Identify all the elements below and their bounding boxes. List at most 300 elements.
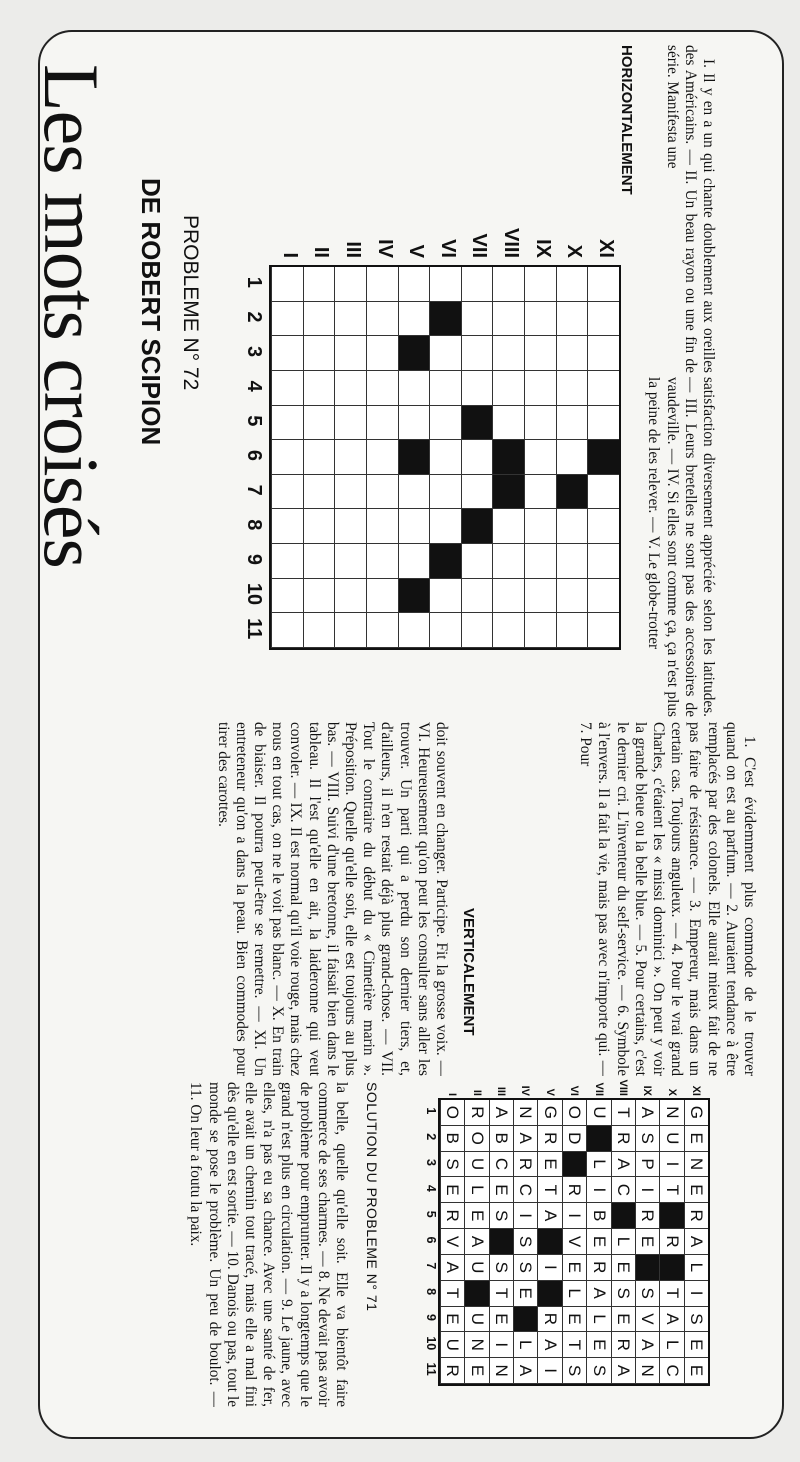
solution-letter: A xyxy=(611,1358,635,1384)
column-number: 2 xyxy=(243,311,265,323)
white-square xyxy=(524,440,556,475)
solution-letter: E xyxy=(440,1307,464,1333)
solution-letter: E xyxy=(684,1358,708,1384)
white-square xyxy=(492,613,524,648)
white-square xyxy=(556,579,588,614)
white-square xyxy=(556,440,588,475)
black-square xyxy=(429,302,461,337)
white-square xyxy=(492,336,524,371)
solution-letter: R xyxy=(562,1177,586,1203)
white-square xyxy=(366,475,398,510)
solution-letter: S xyxy=(635,1281,659,1307)
row-numeral: VI xyxy=(436,239,459,258)
white-square xyxy=(429,336,461,371)
solution-letter: V xyxy=(635,1307,659,1333)
white-square xyxy=(334,509,366,544)
solution-letter: A xyxy=(537,1332,561,1358)
solution-letter: A xyxy=(659,1307,683,1333)
row-numeral: V xyxy=(405,244,428,258)
solution-letter: E xyxy=(464,1203,488,1229)
black-square xyxy=(492,475,524,510)
white-square xyxy=(271,406,303,441)
problem-number: PROBLEME N° 72 xyxy=(179,215,202,391)
solution-black-square xyxy=(537,1229,561,1255)
solution-black-square xyxy=(635,1255,659,1281)
black-square xyxy=(398,336,430,371)
solution-letter: V xyxy=(440,1229,464,1255)
white-square xyxy=(524,475,556,510)
solution-letter: T xyxy=(489,1281,513,1307)
column-number: 5 xyxy=(243,415,265,427)
white-square xyxy=(334,579,366,614)
white-square xyxy=(366,302,398,337)
solution-letter: I xyxy=(684,1281,708,1307)
white-square xyxy=(271,336,303,371)
solution-column-number: 4 xyxy=(424,1184,438,1192)
solution-letter: A xyxy=(440,1255,464,1281)
white-square xyxy=(492,406,524,441)
white-square xyxy=(303,302,335,337)
row-numeral: IX xyxy=(531,239,554,258)
white-square xyxy=(334,475,366,510)
white-square xyxy=(429,371,461,406)
solution-letter: I xyxy=(537,1255,561,1281)
solution-letter: L xyxy=(586,1152,610,1178)
solution-letter: R xyxy=(635,1203,659,1229)
solution-letter: C xyxy=(489,1152,513,1178)
solution-letter: C xyxy=(659,1358,683,1384)
white-square xyxy=(461,371,493,406)
solution-black-square xyxy=(489,1229,513,1255)
white-square xyxy=(524,302,556,337)
solution-column-number: 9 xyxy=(424,1313,438,1321)
solution-letter: I xyxy=(489,1332,513,1358)
vertical-clues-col1 xyxy=(482,722,758,1076)
white-square xyxy=(587,267,619,302)
grid-row-numerals xyxy=(269,210,621,262)
solution-letter: N xyxy=(635,1358,659,1384)
row-numeral: IV xyxy=(373,239,396,258)
white-square xyxy=(303,267,335,302)
solution-letter: I xyxy=(537,1358,561,1384)
solution-letter: E xyxy=(537,1152,561,1178)
solution-column-numbers xyxy=(418,1098,438,1388)
solution-letter: S xyxy=(489,1255,513,1281)
row-numeral: XI xyxy=(595,239,617,258)
white-square xyxy=(429,613,461,648)
white-square xyxy=(334,336,366,371)
solution-letter: B xyxy=(586,1203,610,1229)
white-square xyxy=(461,475,493,510)
solution-letter: T xyxy=(659,1281,683,1307)
black-square xyxy=(429,544,461,579)
white-square xyxy=(587,406,619,441)
white-square xyxy=(303,509,335,544)
article-title: Les mots croisés xyxy=(28,64,115,568)
solution-column-number: 2 xyxy=(424,1133,438,1141)
solution-letter: I xyxy=(635,1177,659,1203)
solution-letter: L xyxy=(659,1332,683,1358)
white-square xyxy=(398,371,430,406)
white-square xyxy=(366,544,398,579)
white-square xyxy=(556,613,588,648)
column-number: 1 xyxy=(243,276,265,288)
row-numeral: X xyxy=(563,244,586,258)
black-square xyxy=(398,579,430,614)
white-square xyxy=(429,406,461,441)
white-square xyxy=(303,406,335,441)
solution-letter: B xyxy=(489,1126,513,1152)
white-square xyxy=(271,267,303,302)
solution-row-numeral: II xyxy=(470,1089,483,1096)
solution-letter: N xyxy=(489,1358,513,1384)
white-square xyxy=(492,544,524,579)
white-square xyxy=(556,371,588,406)
solution-letter: R xyxy=(586,1255,610,1281)
solution-letter: O xyxy=(464,1126,488,1152)
white-square xyxy=(587,371,619,406)
solution-letter: R xyxy=(464,1100,488,1126)
solution-letter: S xyxy=(586,1358,610,1384)
solution-letter: E xyxy=(684,1332,708,1358)
column-number: 6 xyxy=(243,449,265,462)
white-square xyxy=(271,613,303,648)
white-square xyxy=(398,406,430,441)
solution-letter: G xyxy=(537,1100,561,1126)
white-square xyxy=(303,336,335,371)
solution-letter: A xyxy=(684,1229,708,1255)
solution-row-numeral: X xyxy=(665,1088,678,1096)
white-square xyxy=(334,302,366,337)
solution-letter: C xyxy=(611,1177,635,1203)
white-square xyxy=(524,579,556,614)
solution-letter: R xyxy=(611,1126,635,1152)
white-square xyxy=(461,544,493,579)
solution-row-numeral: VIII xyxy=(616,1079,629,1096)
white-square xyxy=(366,509,398,544)
solution-letter: U xyxy=(464,1152,488,1178)
white-square xyxy=(303,371,335,406)
vertical-clues-col2 xyxy=(100,1082,350,1407)
solution-letter: I xyxy=(513,1203,537,1229)
solution-letter: G xyxy=(684,1100,708,1126)
solution-letter: E xyxy=(586,1229,610,1255)
solution-letter: T xyxy=(562,1332,586,1358)
white-square xyxy=(334,544,366,579)
solution-letter: A xyxy=(611,1152,635,1178)
white-square xyxy=(556,336,588,371)
horizontal-clues-text-1: I. Il y en a un qui chante doublement aux oreilles des Américains. — II. Un beau rayon ou une fin de série. Manifesta une xyxy=(663,45,717,373)
solution-column-number: 11 xyxy=(424,1362,438,1376)
white-square xyxy=(461,613,493,648)
crossword-grid xyxy=(269,265,621,650)
white-square xyxy=(556,406,588,441)
solution-letter: L xyxy=(684,1255,708,1281)
solution-row-numeral: XI xyxy=(690,1085,702,1096)
white-square xyxy=(524,336,556,371)
white-square xyxy=(492,579,524,614)
white-square xyxy=(271,544,303,579)
solution-letter: E xyxy=(562,1255,586,1281)
solution-letter: T xyxy=(440,1281,464,1307)
white-square xyxy=(334,613,366,648)
white-square xyxy=(366,371,398,406)
solution-row-numeral: V xyxy=(543,1088,556,1096)
solution-row-numeral: IX xyxy=(641,1085,654,1096)
solution-letter: S xyxy=(513,1229,537,1255)
horizontal-clues-text-3: doit souvent en changer. Participe. Fit la grosse voix. — VI. Heureusement qu'on peut les consulter sans aller les trouver. Un parti qui a perdu son dernier tiers, et, d'ailleurs, il n'en restait déjà plus grand-chose. — VII. Tout le contraire du début du « Cimetière marin ». Préposition. Quelle qu'elle soit, elle est toujours au plus bas. — VIII. Suivi d'une bretonne, il faisait bien dans le tableau. Il l'est qu'elle en ait, la laideronne qui veut convoler. — IX. Il est normal qu'il voie rouge, mais chez nous en tout cas, on ne le voit pas blanc. — X. En train de biaiser. Il pourra peut-être se remettre. — XI. Un entreteneur qu'on a dans la peau. Bien commodes pour tirer des carottes. xyxy=(214,722,450,1076)
white-square xyxy=(587,475,619,510)
solution-letter: N xyxy=(513,1100,537,1126)
solution-letter: L xyxy=(513,1332,537,1358)
column-number: 11 xyxy=(243,618,265,640)
white-square xyxy=(366,579,398,614)
solution-letter: B xyxy=(440,1126,464,1152)
solution-letter: E xyxy=(489,1307,513,1333)
white-square xyxy=(398,613,430,648)
solution-column-number: 6 xyxy=(424,1236,438,1244)
white-square xyxy=(587,579,619,614)
solution-letter: E xyxy=(611,1255,635,1281)
solution-row-numeral: IV xyxy=(519,1085,532,1096)
solution-heading: SOLUTION DU PROBLEME N° 71 xyxy=(364,1082,380,1312)
solution-letter: N xyxy=(659,1100,683,1126)
white-square xyxy=(366,613,398,648)
solution-letter: E xyxy=(684,1177,708,1203)
solution-letter: E xyxy=(562,1307,586,1333)
white-square xyxy=(429,509,461,544)
solution-black-square xyxy=(659,1203,683,1229)
solution-black-square xyxy=(659,1255,683,1281)
horizontal-clues-col3 xyxy=(102,722,450,1076)
solution-letter: U xyxy=(464,1307,488,1333)
white-square xyxy=(366,336,398,371)
black-square xyxy=(556,475,588,510)
white-square xyxy=(303,440,335,475)
solution-letter: A xyxy=(586,1281,610,1307)
solution-letter: A xyxy=(635,1332,659,1358)
white-square xyxy=(524,544,556,579)
white-square xyxy=(461,336,493,371)
solution-letter: T xyxy=(537,1177,561,1203)
solution-column-number: 5 xyxy=(424,1210,438,1218)
solution-letter: A xyxy=(489,1100,513,1126)
white-square xyxy=(524,509,556,544)
solution-letter: E xyxy=(611,1307,635,1333)
white-square xyxy=(587,509,619,544)
horizontal-clues-col2 xyxy=(641,377,717,717)
solution-letter: N xyxy=(684,1152,708,1178)
solution-letter: D xyxy=(562,1126,586,1152)
white-square xyxy=(334,406,366,441)
solution-letter: E xyxy=(489,1177,513,1203)
white-square xyxy=(398,267,430,302)
column-number: 7 xyxy=(243,484,265,496)
white-square xyxy=(366,440,398,475)
solution-letter: S xyxy=(635,1126,659,1152)
column-number: 4 xyxy=(243,380,265,392)
solution-black-square xyxy=(513,1307,537,1333)
solution-letter: R xyxy=(440,1358,464,1384)
white-square xyxy=(303,579,335,614)
white-square xyxy=(461,267,493,302)
white-square xyxy=(271,579,303,614)
solution-letter: I xyxy=(562,1203,586,1229)
white-square xyxy=(271,302,303,337)
white-square xyxy=(366,267,398,302)
solution-row-numerals xyxy=(440,1070,710,1098)
black-square xyxy=(398,440,430,475)
column-number: 9 xyxy=(243,553,265,565)
solution-letter: U xyxy=(659,1126,683,1152)
solution-letter: A xyxy=(635,1100,659,1126)
solution-letter: R xyxy=(440,1203,464,1229)
black-square xyxy=(587,440,619,475)
solution-letter: R xyxy=(537,1126,561,1152)
white-square xyxy=(398,544,430,579)
white-square xyxy=(524,613,556,648)
solution-black-square xyxy=(611,1203,635,1229)
solution-column-number: 3 xyxy=(424,1159,438,1166)
solution-letter: E xyxy=(684,1126,708,1152)
horizontal-heading: HORIZONTALEMENT xyxy=(618,45,635,195)
solution-letter: S xyxy=(513,1255,537,1281)
solution-letter: C xyxy=(513,1177,537,1203)
solution-letter: R xyxy=(659,1229,683,1255)
white-square xyxy=(461,440,493,475)
solution-letter: L xyxy=(464,1177,488,1203)
horizontal-clues-col1 xyxy=(641,45,717,373)
crossword-article xyxy=(28,30,780,1435)
white-square xyxy=(398,302,430,337)
solution-row-numeral: VII xyxy=(592,1082,605,1096)
solution-row-numeral: I xyxy=(446,1092,459,1096)
column-number: 10 xyxy=(243,582,265,606)
solution-letter: E xyxy=(464,1358,488,1384)
row-numeral: II xyxy=(310,246,333,258)
white-square xyxy=(429,267,461,302)
solution-column-number: 1 xyxy=(424,1107,438,1115)
white-square xyxy=(587,544,619,579)
solution-letter: O xyxy=(440,1100,464,1126)
solution-letter: R xyxy=(611,1332,635,1358)
white-square xyxy=(556,544,588,579)
solution-black-square xyxy=(586,1126,610,1152)
row-numeral: VIII xyxy=(500,227,523,258)
solution-column-number: 7 xyxy=(424,1262,438,1270)
solution-letter: I xyxy=(586,1177,610,1203)
solution-letter: U xyxy=(464,1255,488,1281)
horizontal-clues-text-2: satisfaction diversement appréciée selon les latitudes. — III. Leurs bretelles ne sont pas des accessoires de vaudeville. — IV. Si elles sont comme ça, ça n'est plus la peine de les relever. — V. Le globe-trotter xyxy=(645,377,717,717)
solution-letter: A xyxy=(537,1203,561,1229)
solution-letter: A xyxy=(464,1229,488,1255)
solution-grid xyxy=(438,1098,710,1386)
author-byline: DE ROBERT SCIPION xyxy=(136,178,166,446)
black-square xyxy=(492,440,524,475)
white-square xyxy=(398,509,430,544)
white-square xyxy=(271,371,303,406)
white-square xyxy=(461,579,493,614)
solution-letter: V xyxy=(562,1229,586,1255)
solution-letter: R xyxy=(684,1203,708,1229)
solution-letter: S xyxy=(440,1152,464,1178)
white-square xyxy=(492,509,524,544)
white-square xyxy=(524,371,556,406)
white-square xyxy=(492,267,524,302)
solution-letter: L xyxy=(611,1229,635,1255)
solution-letter: T xyxy=(611,1100,635,1126)
solution-letter: E xyxy=(586,1332,610,1358)
white-square xyxy=(334,440,366,475)
white-square xyxy=(303,475,335,510)
solution-letter: E xyxy=(635,1229,659,1255)
solution-black-square xyxy=(464,1281,488,1307)
solution-letter: U xyxy=(440,1332,464,1358)
white-square xyxy=(429,475,461,510)
solution-row-numeral: III xyxy=(495,1086,508,1096)
vertical-heading: VERTICALEMENT xyxy=(460,908,477,1036)
row-numeral: III xyxy=(341,241,364,258)
solution-letter: I xyxy=(659,1152,683,1178)
white-square xyxy=(303,613,335,648)
column-number: 3 xyxy=(243,346,265,358)
solution-letter: S xyxy=(489,1203,513,1229)
solution-letter: S xyxy=(684,1307,708,1333)
solution-letter: E xyxy=(513,1281,537,1307)
solution-letter: R xyxy=(537,1307,561,1333)
white-square xyxy=(271,440,303,475)
solution-letter: U xyxy=(586,1100,610,1126)
solution-black-square xyxy=(537,1281,561,1307)
solution-letter: T xyxy=(659,1177,683,1203)
white-square xyxy=(524,406,556,441)
white-square xyxy=(556,509,588,544)
white-square xyxy=(334,371,366,406)
column-number: 8 xyxy=(243,519,265,531)
white-square xyxy=(556,302,588,337)
solution-column-number: 10 xyxy=(424,1336,438,1351)
solution-letter: S xyxy=(611,1281,635,1307)
white-square xyxy=(271,475,303,510)
solution-letter: S xyxy=(562,1358,586,1384)
white-square xyxy=(556,267,588,302)
white-square xyxy=(429,440,461,475)
solution-letter: O xyxy=(562,1100,586,1126)
solution-letter: L xyxy=(562,1281,586,1307)
white-square xyxy=(271,509,303,544)
row-numeral: I xyxy=(278,252,301,258)
white-square xyxy=(334,267,366,302)
white-square xyxy=(587,613,619,648)
solution-letter: A xyxy=(513,1126,537,1152)
solution-letter: L xyxy=(586,1307,610,1333)
white-square xyxy=(524,267,556,302)
white-square xyxy=(366,406,398,441)
solution-row-numeral: VI xyxy=(568,1085,581,1096)
solution-letter: R xyxy=(513,1152,537,1178)
white-square xyxy=(461,302,493,337)
vertical-clues-text-1: 1. C'est évidemment plus commode de le trouver quand on est au parfum. — 2. Auraient tendance à être remplacés par des colonels. Elle aurait mieux fait de ne pas faire de résistance. — 3. Empereur, mais dans un certain cas. Toujours anguleux. — 4. Pour le vrai grand Charles, c'étaient les « missi dominici ». On peut y voir la grande bleue ou la belle blue. — 5. Pour certains, c'est le dernier cri. L'inventeur du self-service. — 6. Symbole à l'envers. Il a fait la vie, mais pas avec n'importe qui. — 7. Pour xyxy=(577,722,758,1076)
white-square xyxy=(398,475,430,510)
row-numeral: VII xyxy=(468,233,491,258)
white-square xyxy=(429,579,461,614)
solution-letter: N xyxy=(464,1332,488,1358)
solution-letter: A xyxy=(513,1358,537,1384)
white-square xyxy=(587,302,619,337)
vertical-clues-text-2: la belle, quelle qu'elle soit. Elle va bientôt faire commerce de ses charmes. — 8. Ne devait pas avoir de problème pour emprunter. Il y a longtemps que le grand n'est plus en circulation. — 9. Le jaune, avec elles, n'a pas eu sa chance. Avec une santé de fer, elle avait un chemin tout tracé, mais elle a mal fini dès qu'elle en est sortie. — 10. Danois ou pas, tout le monde se pose le problème. Un peu de boulot. — 11. On leur a foutu la paix. xyxy=(187,1082,350,1407)
white-square xyxy=(303,544,335,579)
solution-letter: P xyxy=(635,1152,659,1178)
